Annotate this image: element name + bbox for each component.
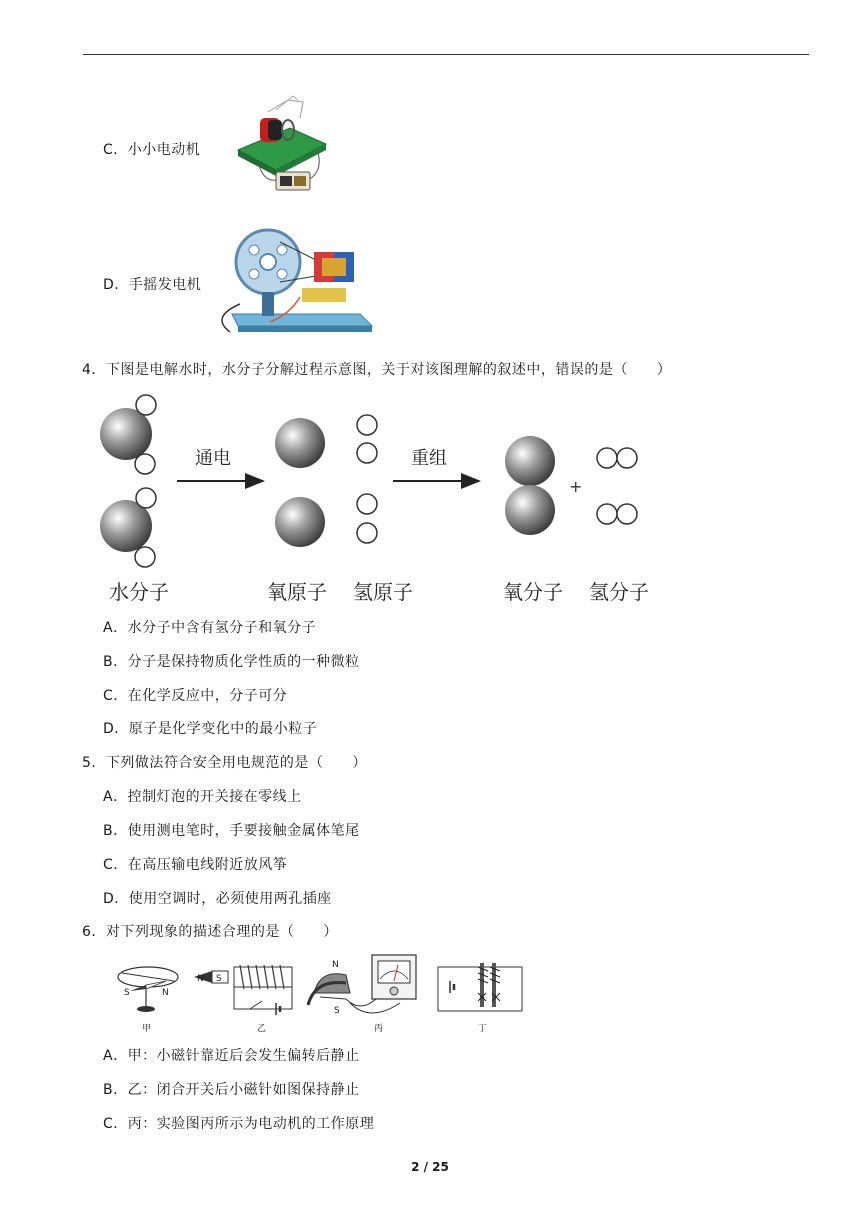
experiment-yi — [194, 965, 292, 1015]
electrolysis-diagram — [95, 392, 665, 610]
q6-option-b: B．乙：闭合开关后小磁针如图保持静止 — [103, 1082, 360, 1098]
q6-option-c: C．丙：实验图丙所示为电动机的工作原理 — [103, 1116, 375, 1132]
pole-label: N — [332, 960, 339, 970]
label-hydrogen-atom: 氢原子 — [353, 580, 413, 604]
q5-option-a: A．控制灯泡的开关接在零线上 — [103, 789, 302, 805]
q5-option-d: D．使用空调时，必须使用两孔插座 — [103, 891, 332, 907]
label-yi: 乙 — [257, 1024, 267, 1034]
label-water-molecule: 水分子 — [109, 580, 169, 604]
plus-sign: + — [569, 477, 583, 496]
hydrogen-molecule — [597, 448, 637, 468]
label-oxygen-atom: 氧原子 — [267, 580, 327, 604]
water-molecule-top — [100, 395, 156, 474]
q4-option-a: A．水分子中含有氢分子和氧分子 — [103, 620, 317, 636]
hydrogen-atom — [357, 523, 377, 543]
q5-stem: 5．下列做法符合安全用电规范的是（ ） — [82, 755, 367, 771]
q4-option-c: C．在化学反应中，分子可分 — [103, 688, 288, 704]
q6-option-a: A．甲：小磁针靠近后会发生偏转后静止 — [103, 1048, 360, 1064]
hydrogen-atom — [357, 494, 377, 514]
q4-option-b: B．分子是保持物质化学性质的一种微粒 — [103, 654, 360, 670]
water-molecule-bottom — [100, 488, 156, 567]
pole-label: N — [197, 974, 204, 984]
oxygen-atom — [275, 497, 325, 547]
q6-stem: 6．对下列现象的描述合理的是（ ） — [82, 924, 338, 940]
experiment-ding — [438, 963, 522, 1011]
magnetism-experiments-figure — [110, 953, 542, 1035]
q3-option-d: D．手摇发电机 — [103, 277, 202, 293]
experiment-bing — [308, 955, 416, 1016]
label-oxygen-molecule: 氧分子 — [503, 580, 563, 604]
hydrogen-molecule — [597, 504, 637, 524]
small-motor-photo — [228, 92, 333, 202]
hydrogen-atom — [357, 443, 377, 463]
page-number: 2 / 25 — [411, 1160, 449, 1174]
q5-option-b: B．使用测电笔时，手要接触金属体笔尾 — [103, 823, 360, 839]
pole-label: S — [334, 1006, 340, 1016]
experiment-jia — [118, 967, 178, 1012]
q4-option-d: D．原子是化学变化中的最小粒子 — [103, 721, 318, 737]
pole-label: S — [124, 988, 130, 998]
label-jia: 甲 — [142, 1024, 152, 1034]
pole-label: N — [162, 988, 169, 998]
q5-option-c: C．在高压输电线附近放风筝 — [103, 857, 288, 873]
arrow1-label: 通电 — [195, 448, 231, 469]
label-ding: 丁 — [478, 1024, 488, 1034]
q4-stem: 4．下图是电解水时，水分子分解过程示意图，关于对该图理解的叙述中，错误的是（ ） — [82, 362, 672, 378]
arrow2-label: 重组 — [411, 448, 447, 469]
q3-option-c: C．小小电动机 — [103, 142, 201, 158]
hand-generator-photo — [210, 222, 378, 338]
label-bing: 丙 — [374, 1024, 384, 1034]
oxygen-atom — [275, 418, 325, 468]
pole-label: S — [216, 974, 222, 984]
header-rule — [83, 54, 809, 55]
label-hydrogen-molecule: 氢分子 — [589, 580, 649, 604]
hydrogen-atom — [357, 415, 377, 435]
oxygen-molecule — [505, 436, 555, 535]
